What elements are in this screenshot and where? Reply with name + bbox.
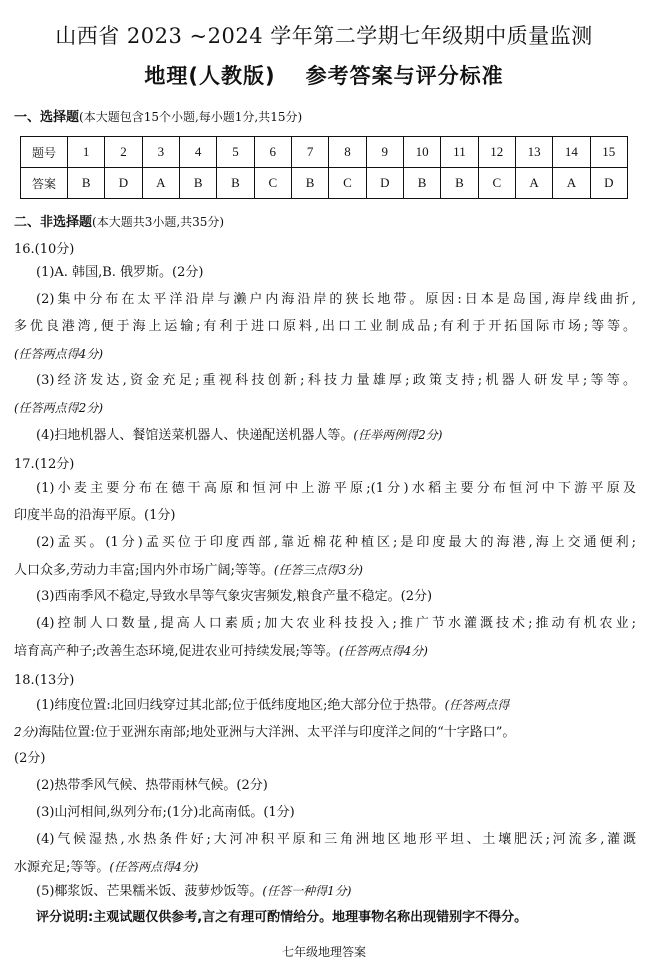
- section-2-title: 二、非选择题: [14, 215, 93, 230]
- question-number-cell: 1: [68, 137, 105, 168]
- q16-line: [36, 426, 636, 445]
- section-1-title: 一、选择题: [14, 110, 80, 125]
- q16-line: (1)A. 韩国,B. 俄罗斯。(2分): [36, 265, 204, 280]
- q18-scoring-note: (任答一种得1分): [262, 884, 352, 898]
- page-footer: 七年级地理答案: [281, 945, 366, 959]
- q17-line: (4)控制人口数量,提高人口素质;加大农业科技投入;推广节水灌溉技术;推动有机农业;: [36, 616, 636, 631]
- q16-line: [14, 345, 614, 364]
- q18-line: [36, 882, 636, 901]
- answer-cell: D: [590, 168, 627, 199]
- question-number-cell: 3: [142, 137, 179, 168]
- question-number-cell: 10: [403, 137, 440, 168]
- q16-scoring-note: (任答两点得4分): [14, 347, 103, 361]
- question-number-cell: 4: [179, 137, 216, 168]
- question-number-cell: 11: [441, 137, 478, 168]
- grading-note: 评分说明:主观试题仅供参考,言之有理可酌情给分。地理事物名称出现错别字不得分。: [36, 910, 528, 925]
- q17-text: 人口众多,劳动力丰富;国内外市场广阔;等等。: [14, 563, 274, 578]
- q18-line: [36, 696, 636, 715]
- question-16-number: 16.(10分): [14, 242, 75, 257]
- answer-cell: C: [478, 168, 515, 199]
- q17-line: (3)西南季风不稳定,导致水旱等气象灾害频发,粮食产量不稳定。(2分): [36, 589, 433, 604]
- answer-cell: C: [254, 168, 291, 199]
- q18-line: [14, 723, 614, 742]
- q17-scoring-note: (任答三点得3分): [273, 563, 363, 577]
- answer-cell: A: [553, 168, 590, 199]
- question-18-number: 18.(13分): [14, 673, 75, 688]
- q17-text: 培育高产种子;改善生态环境,促进农业可持续发展;等等。: [14, 644, 339, 659]
- section-1-heading: [14, 106, 302, 125]
- question-number-cell: 9: [366, 137, 403, 168]
- q18-text: 水源充足;等等。: [14, 860, 110, 875]
- q17-line: 印度半岛的沿海平原。(1分): [14, 508, 176, 523]
- q16-line: 多优良港湾,便于海上运输;有利于进口原料,出口工业制成品;有利于开拓国际市场;等等。: [14, 319, 636, 334]
- q16-scoring-note: (任答两点得2分): [14, 401, 103, 415]
- question-number-cell: 14: [553, 137, 590, 168]
- answer-cell: A: [142, 168, 179, 199]
- q18-scoring-note: (任答两点得4分): [109, 860, 199, 874]
- q17-line: [14, 642, 614, 661]
- question-number-cell: 6: [254, 137, 291, 168]
- q18-text: (1)纬度位置:北回归线穿过其北部;位于低纬度地区;绝大部分位于热带。: [36, 698, 445, 713]
- q18-line: [14, 858, 614, 877]
- answer-cell: A: [515, 168, 552, 199]
- q18-line: (4)气候湿热,水热条件好;大河冲积平原和三角洲地区地形平坦、土壤肥沃;河流多,灌溉: [36, 832, 636, 847]
- q16-line: (3)经济发达,资金充足;重视科技创新;科技力量雄厚;政策支持;机器人研发早;等等。: [36, 373, 636, 388]
- question-number-cell: 8: [329, 137, 366, 168]
- q16-line: [14, 399, 614, 418]
- answer-cell: B: [441, 168, 478, 199]
- q18-line: (3)山河相间,纵列分布;(1分)北高南低。(1分): [36, 805, 295, 820]
- answer-cell: B: [217, 168, 254, 199]
- q18-line: (2)热带季风气候、热带雨林气候。(2分): [36, 778, 268, 793]
- exam-title: 山西省 2023 ~2024 学年第二学期七年级期中质量监测: [55, 24, 593, 48]
- answer-cell: B: [403, 168, 440, 199]
- answer-cell: D: [105, 168, 142, 199]
- q18-scoring-note: 2分): [14, 725, 39, 739]
- q17-line: (2)孟买。(1分)孟买位于印度西部,靠近棉花种植区;是印度最大的海港,海上交通便利;: [36, 535, 636, 550]
- question-number-cell: 2: [105, 137, 142, 168]
- answer-row: [21, 168, 628, 199]
- row-label-number: 题号: [21, 137, 68, 168]
- answer-cell: D: [366, 168, 403, 199]
- answer-cell: C: [329, 168, 366, 199]
- q17-line: (1)小麦主要分布在德干高原和恒河中上游平原;(1分)水稻主要分布恒河中下游平原及: [36, 481, 636, 496]
- section-2-heading: [14, 211, 224, 230]
- row-label-answer: 答案: [21, 168, 68, 199]
- q16-text: (4)扫地机器人、餐馆送菜机器人、快递配送机器人等。: [36, 428, 354, 443]
- question-number-cell: 15: [590, 137, 627, 168]
- answer-cell: B: [291, 168, 328, 199]
- q18-scoring-note: (任答两点得: [444, 698, 510, 712]
- question-17-number: 17.(12分): [14, 457, 75, 472]
- q18-text: 海陆位置:位于亚洲东南部;地处亚洲与大洋洲、太平洋与印度洋之间的“十字路口”。: [38, 725, 516, 740]
- question-number-row: [21, 137, 628, 168]
- q17-line: [14, 561, 614, 580]
- question-number-cell: 12: [478, 137, 515, 168]
- question-number-cell: 13: [515, 137, 552, 168]
- q16-line: (2)集中分布在太平洋沿岸与濑户内海沿岸的狭长地带。原因:日本是岛国,海岸线曲折,: [36, 292, 636, 307]
- section-2-note: (本大题共3小题,共35分): [92, 215, 225, 229]
- answer-subtitle: [0, 60, 648, 90]
- choice-answer-table: [20, 136, 628, 199]
- question-number-cell: 7: [291, 137, 328, 168]
- question-number-cell: 5: [217, 137, 254, 168]
- answer-cell: B: [68, 168, 105, 199]
- q18-line: (2分): [14, 751, 46, 766]
- answer-cell: B: [179, 168, 216, 199]
- subject-label: 地理(人教版): [144, 64, 276, 88]
- q18-text: (5)椰浆饭、芒果糯米饭、菠萝炒饭等。: [36, 884, 263, 899]
- q17-scoring-note: (任答两点得4分): [338, 644, 428, 658]
- answer-key-label: 参考答案与评分标准: [305, 64, 504, 88]
- section-1-note: (本大题包含15个小题,每小题1分,共15分): [79, 110, 303, 124]
- q16-scoring-note: (任举两例得2分): [353, 428, 443, 442]
